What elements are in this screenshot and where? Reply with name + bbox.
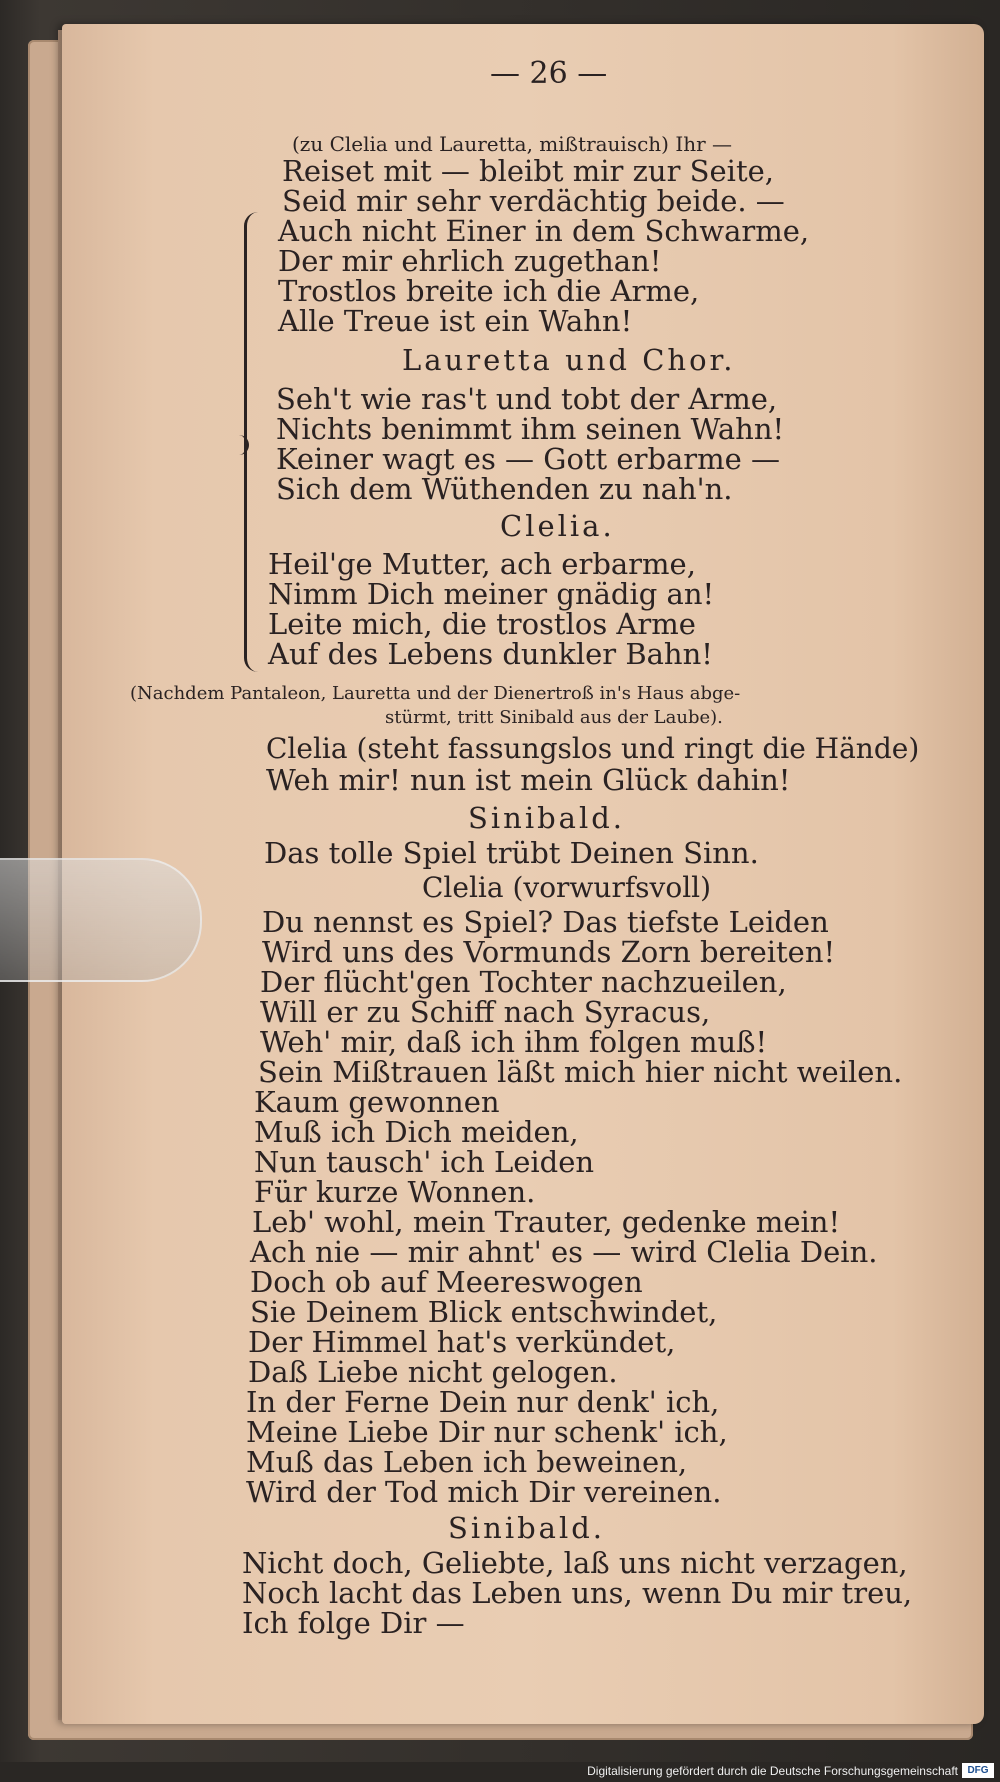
verse-line: Leite mich, die trostlos Arme — [268, 607, 696, 641]
stage-direction: (zu Clelia und Lauretta, mißtrauisch) Ihr — — [292, 132, 733, 156]
verse-line: Keiner wagt es — Gott erbarme — — [276, 442, 781, 476]
verse-line: Nichts benimmt ihm seinen Wahn! — [276, 412, 785, 446]
verse-line: Du nennst es Spiel? Das tiefste Leiden — [262, 905, 829, 939]
verse-line: Doch ob auf Meereswogen — [250, 1265, 643, 1299]
verse-line: Nicht doch, Geliebte, laß uns nicht verzagen, — [242, 1546, 908, 1580]
funding-credit: Digitalisierung gefördert durch die Deutsche Forschungsgemeinschaft — [587, 1764, 958, 1778]
stage-direction: stürmt, tritt Sinibald aus der Laube). — [385, 707, 723, 728]
verse-line: Muß das Leben ich beweinen, — [246, 1445, 688, 1479]
verse-line: Ach nie — mir ahnt' es — wird Clelia Dein. — [250, 1235, 878, 1269]
speaker-name: Sinibald. — [468, 801, 626, 835]
verse-line: Noch lacht das Leben uns, wenn Du mir treu, — [242, 1576, 913, 1610]
verse-line: Der mir ehrlich zugethan! — [278, 244, 662, 278]
verse-line: Auch nicht Einer in dem Schwarme, — [278, 214, 810, 248]
dfg-logo: DFG — [962, 1763, 994, 1778]
speaker-name: Lauretta und Chor. — [402, 343, 736, 377]
verse-line: Seh't wie ras't und tobt der Arme, — [276, 382, 778, 416]
verse-line: Wird uns des Vormunds Zorn bereiten! — [262, 935, 836, 969]
verse-line: In der Ferne Dein nur denk' ich, — [246, 1385, 720, 1419]
page-number: — 26 — — [490, 56, 608, 91]
verse-line: Nimm Dich meiner gnädig an! — [268, 577, 715, 611]
verse-line: Weh' mir, daß ich ihm folgen muß! — [260, 1025, 768, 1059]
stage-direction: (Nachdem Pantaleon, Lauretta und der Dienertroß in's Haus abge- — [130, 683, 741, 704]
verse-line: Weh mir! nun ist mein Glück dahin! — [266, 763, 791, 797]
verse-line: Daß Liebe nicht gelogen. — [248, 1355, 618, 1389]
speaker-name: Sinibald. — [448, 1511, 606, 1545]
speaker-with-direction: Clelia (vorwurfsvoll) — [422, 871, 712, 904]
verse-line: Auf des Lebens dunkler Bahn! — [268, 637, 713, 671]
verse-line: Der Himmel hat's verkündet, — [248, 1325, 676, 1359]
verse-line: Sich dem Wüthenden zu nah'n. — [276, 472, 733, 506]
verse-line: Für kurze Wonnen. — [254, 1175, 536, 1209]
verse-line: Nun tausch' ich Leiden — [254, 1145, 595, 1179]
verse-line: Kaum gewonnen — [254, 1085, 500, 1119]
verse-line: Muß ich Dich meiden, — [254, 1115, 579, 1149]
verse-line: Will er zu Schiff nach Syracus, — [260, 995, 711, 1029]
verse-line: Ich folge Dir — — [242, 1606, 465, 1640]
verse-line: Trostlos breite ich die Arme, — [278, 274, 700, 308]
verse-line: Reiset mit — bleibt mir zur Seite, — [282, 154, 774, 188]
speaker-with-direction: Clelia (steht fassungslos und ringt die Hände) — [266, 732, 920, 765]
speaker-name: Clelia. — [500, 509, 615, 543]
verse-line: Seid mir sehr verdächtig beide. — — [282, 184, 785, 218]
verse-line: Das tolle Spiel trübt Deinen Sinn. — [264, 836, 759, 870]
verse-line: Meine Liebe Dir nur schenk' ich, — [246, 1415, 728, 1449]
verse-line: Der flücht'gen Tochter nachzueilen, — [260, 965, 787, 999]
verse-line: Wird der Tod mich Dir vereinen. — [246, 1475, 722, 1509]
verse-line: Sie Deinem Blick entschwindet, — [250, 1295, 718, 1329]
verse-line: Heil'ge Mutter, ach erbarme, — [268, 547, 696, 581]
verse-line: Sein Mißtrauen läßt mich hier nicht weilen. — [258, 1055, 903, 1089]
verse-line: Alle Treue ist ein Wahn! — [278, 304, 633, 338]
verse-line: Leb' wohl, mein Trauter, gedenke mein! — [252, 1205, 841, 1239]
